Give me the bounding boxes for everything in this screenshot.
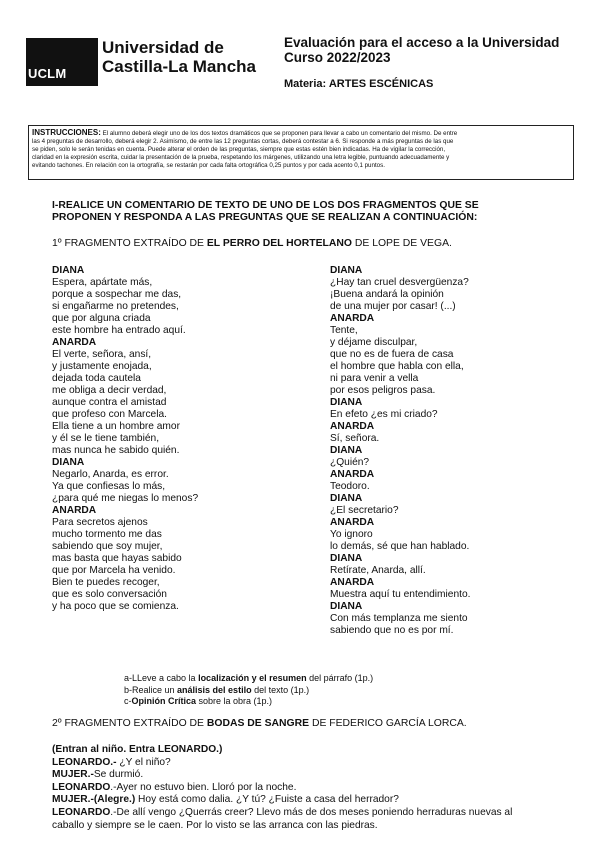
verse-line: ¿El secretario?: [330, 505, 399, 516]
instructions-label: INSTRUCCIONES:: [32, 128, 101, 137]
question-text: a-LLeve a cabo la: [124, 673, 199, 683]
dialogue-line: [52, 769, 562, 782]
exam-title: [284, 35, 559, 65]
verse-line: El verte, señora, ansí,: [52, 349, 152, 360]
dialogue-text: Se durmió.: [93, 769, 144, 781]
verse-line: mas basta que hayas sabido: [52, 553, 182, 564]
dialogue-speaker: MUJER.-: [52, 769, 94, 781]
fragment1-suffix: DE LOPE DE VEGA.: [351, 238, 452, 249]
verse-line: En efeto ¿es mi criado?: [330, 409, 438, 420]
fragment2-title: [52, 718, 467, 729]
dialogue-text: Hoy está como dalia. ¿Y tú? ¿Fuiste a casa del herrador?: [135, 794, 399, 806]
question-text: c-: [124, 696, 132, 706]
verse-line: Muestra aquí tu entendimiento.: [330, 589, 471, 600]
dialogue-speaker: MUJER.-(Alegre.): [52, 794, 136, 806]
verse-line: y justamente enojada,: [52, 361, 152, 372]
dialogue-line: [52, 782, 562, 795]
dialogue-text: ¿Y el niño?: [116, 756, 171, 768]
verse-line: Ella tiene a un hombre amor: [52, 421, 180, 432]
main-heading: [52, 200, 552, 224]
university-name-line1: Universidad de: [102, 38, 224, 57]
verse-line: Con más templanza me siento: [330, 613, 468, 624]
verse-line: ¿para qué me niegas lo menos?: [52, 493, 199, 504]
dialogue-line: [52, 744, 562, 757]
verse-line: Negarlo, Anarda, es error.: [52, 469, 169, 480]
dialogue-text: .-Ayer no estuvo bien. Lloró por la noche.: [110, 781, 297, 793]
dialogue-speaker: LEONARDO: [52, 781, 111, 793]
speaker-name: ANARDA: [52, 505, 97, 516]
verse-line: Yo ignoro: [330, 529, 373, 540]
verse-line: mas nunca he sabido quién.: [52, 445, 180, 456]
instructions-line: se piden, solo le serán tenidas en cuenta. Puede alterar el orden de las preguntas, siempre que estas estén bien indicadas. Ha de vigilar la corrección,: [32, 146, 446, 153]
speaker-name: DIANA: [330, 265, 363, 276]
speaker-name: DIANA: [330, 601, 363, 612]
subject: Materia: ARTES ESCÉNICAS: [284, 78, 434, 90]
fragment2-dialogue: [52, 744, 562, 832]
dialogue-text: caballo y siempre se le caen. Por lo visto se las arranca con las piedras.: [52, 819, 378, 831]
verse-line: mucho tormento me das: [52, 529, 162, 540]
instructions-box: [28, 125, 574, 180]
speaker-name: DIANA: [52, 265, 85, 276]
dialogue-speaker: LEONARDO.-: [52, 756, 117, 768]
question-emphasis: Opinión Crítica: [131, 696, 197, 706]
verse-line: me obliga a decir verdad,: [52, 385, 167, 396]
question-text: del párrafo (1p.): [306, 673, 374, 683]
exam-title-line2: Curso 2022/2023: [284, 50, 391, 65]
question-item: [124, 673, 373, 685]
question-emphasis: localización y el resumen: [198, 673, 307, 683]
verse-line: Espera, apártate más,: [52, 277, 153, 288]
speaker-name: ANARDA: [330, 313, 375, 324]
dialogue-line: [52, 794, 562, 807]
dialogue-line: [52, 757, 562, 770]
instructions-line: [32, 129, 570, 138]
verse-line: ¿Quién?: [330, 457, 370, 468]
speaker-name: ANARDA: [52, 337, 97, 348]
verse-line: y ha poco que se comienza.: [52, 601, 179, 612]
exam-title-line1: Evaluación para el acceso a la Universidad: [284, 35, 560, 50]
verse-line: de una mujer por casar! (...): [330, 301, 456, 312]
verse-line: Teodoro.: [330, 481, 370, 492]
dialogue-line: [52, 820, 562, 833]
verse-line: ¿Hay tan cruel desvergüenza?: [330, 277, 469, 288]
speaker-name: ANARDA: [330, 421, 375, 432]
verse-line: si engañarme no pretendes,: [52, 301, 179, 312]
verse-line: Para secretos ajenos: [52, 517, 148, 528]
verse-line: el hombre que habla con ella,: [330, 361, 464, 372]
verse-line: que profeso con Marcela.: [52, 409, 167, 420]
verse-line: dejada toda cautela: [52, 373, 141, 384]
question-item: [124, 696, 373, 708]
verse-line: este hombre ha entrado aquí.: [52, 325, 186, 336]
instructions-line: evitando tachones. En relación con la ortografía, se restarán por cada falta ortográfica 0,25 puntos y por cada acento 0,1 puntos.: [32, 162, 385, 169]
speaker-name: DIANA: [330, 553, 363, 564]
dialogue-speaker: LEONARDO: [52, 806, 111, 818]
question-text: del texto (1p.): [251, 684, 310, 695]
speaker-name: DIANA: [330, 397, 363, 408]
university-name-line2: Castilla-La Mancha: [102, 57, 256, 76]
dialogue-line: [52, 807, 562, 820]
verse-line: Retírate, Anarda, allí.: [330, 565, 426, 576]
fragment1-left-column: [52, 265, 198, 613]
question-text: b-Realice un: [124, 684, 178, 695]
fragment2-work: BODAS DE SANGRE: [206, 718, 310, 729]
question-emphasis: análisis del estilo: [177, 684, 252, 695]
question-text: sobre la obra (1p.): [196, 696, 273, 706]
verse-line: que es solo conversación: [52, 589, 167, 600]
speaker-name: ANARDA: [330, 517, 375, 528]
fragment1-work: EL PERRO DEL HORTELANO: [206, 238, 352, 249]
speaker-name: DIANA: [330, 493, 363, 504]
verse-line: lo demás, sé que han hablado.: [330, 541, 470, 552]
fragment1-prefix: 1º FRAGMENTO EXTRAÍDO DE: [52, 238, 207, 249]
speaker-name: DIANA: [330, 445, 363, 456]
verse-line: Bien te puedes recoger,: [52, 577, 160, 588]
speaker-name: ANARDA: [330, 469, 375, 480]
fragment2-suffix: DE FEDERICO GARCÍA LORCA.: [309, 718, 467, 729]
verse-line: Tente,: [330, 325, 358, 336]
instructions-text: El alumno deberá elegir uno de los dos textos dramáticos que se proponen para llevar a cabo un comentario del mismo. De entre: [102, 130, 458, 137]
verse-line: y él se le tiene también,: [52, 433, 160, 444]
verse-line: que no es de fuera de casa: [330, 349, 454, 360]
verse-line: porque a sospechar me das,: [52, 289, 182, 300]
instructions-line: claridad en la expresión escrita, cuidar la presentación de la prueba, respetando los márgenes, utilizando una letra legible, puntuando adecuadamente y: [32, 154, 450, 161]
fragment1-questions: [124, 673, 373, 708]
question-item: [124, 685, 373, 697]
logo-text: UCLM: [28, 66, 67, 81]
university-name: [102, 38, 256, 76]
dialogue-speaker: (Entran al niño. Entra LEONARDO.): [52, 744, 223, 755]
fragment2-prefix: 2º FRAGMENTO EXTRAÍDO DE: [52, 718, 207, 729]
verse-line: aunque contra el amistad: [52, 397, 167, 408]
verse-line: que por alguna criada: [52, 313, 151, 324]
verse-line: que por Marcela ha venido.: [52, 565, 176, 576]
main-heading-line1: I-REALICE UN COMENTARIO DE TEXTO DE UNO DE LOS DOS FRAGMENTOS QUE SE: [52, 200, 479, 211]
verse-line: sabiendo que soy mujer,: [52, 541, 163, 552]
fragment1-right-column: [330, 265, 470, 637]
verse-line: sabiendo que no es por mí.: [330, 625, 454, 636]
verse-line: Ya que confiesas lo más,: [52, 481, 166, 492]
main-heading-line2: PROPONEN Y RESPONDA A LAS PREGUNTAS QUE SE REALIZAN A CONTINUACIÓN:: [52, 212, 478, 223]
instructions-line: las 4 preguntas de desarrollo, deberá elegir 2. Asimismo, de entre las 12 preguntas cortas, deberá contestar a 6. Si responde a más preguntas de las que: [32, 138, 454, 145]
verse-line: Sí, señora.: [330, 433, 380, 444]
fragment1-title: [52, 238, 452, 249]
speaker-name: DIANA: [52, 457, 85, 468]
dialogue-text: .-De allí vengo ¿Querrás creer? Llevo más de dos meses poniendo herraduras nuevas al: [110, 806, 513, 818]
verse-line: y déjame disculpar,: [330, 337, 418, 348]
verse-line: ¡Buena andará la opinión: [330, 289, 444, 300]
verse-line: ni para venir a vella: [330, 373, 419, 384]
verse-line: por esos peligros pasa.: [330, 385, 436, 396]
speaker-name: ANARDA: [330, 577, 375, 588]
